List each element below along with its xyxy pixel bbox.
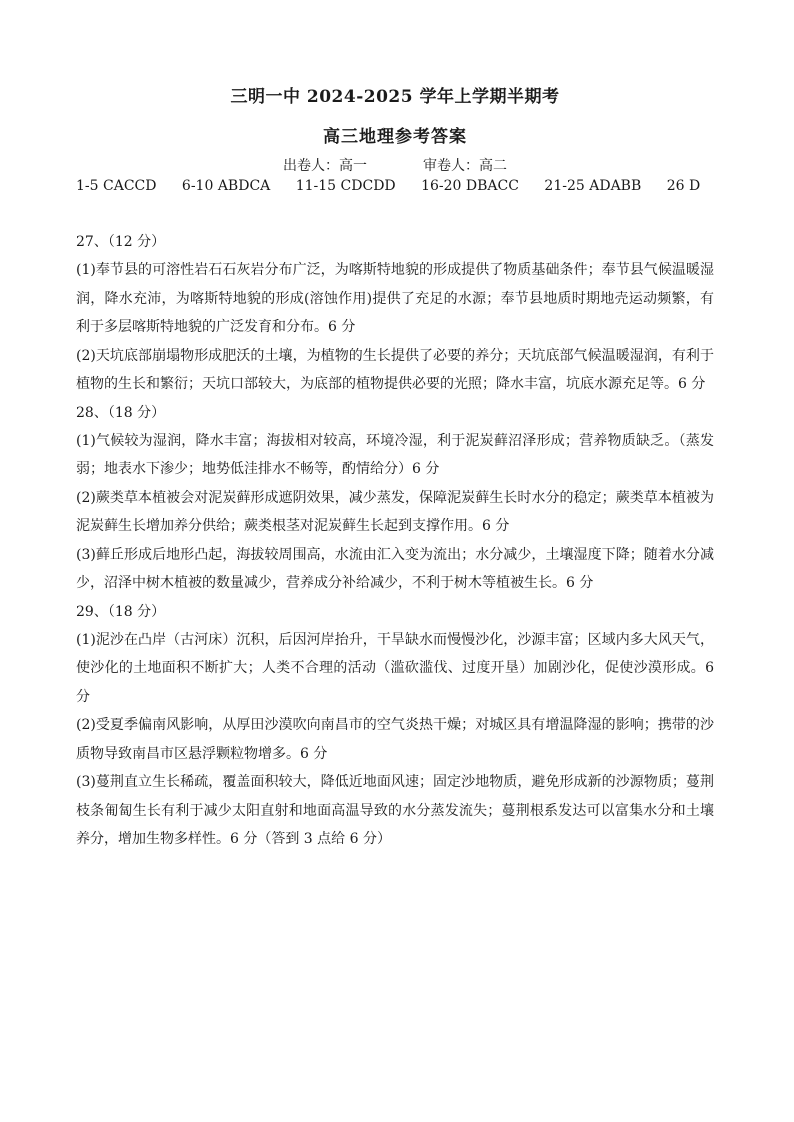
reviewer-label: 审卷人：高二 (423, 158, 507, 174)
setter-label: 出卷人：高一 (283, 158, 367, 174)
answer-paragraph: (1)泥沙在凸岸（古河床）沉积，后因河岸抬升，干旱缺水而慢慢沙化，沙源丰富；区域内多大风天气，使沙化的土地面积不断扩大；人类不合理的活动（滥砍滥伐、过度开垦）加剧沙化，促使沙漠形成。6 分 (76, 631, 714, 705)
open-questions (76, 228, 714, 854)
answer-group: 26 D (666, 178, 701, 194)
answer-paragraph: (2)天坑底部崩塌物形成肥沃的土壤，为植物的生长提供了必要的养分；天坑底部气候温暖湿润，有利于植物的生长和繁衍；天坑口部较大，为底部的植物提供必要的光照；降水丰富，坑底水源充足等。6 分 (76, 347, 714, 392)
question-27 (76, 228, 714, 399)
answer-paragraph: (3)蔓荆直立生长稀疏，覆盖面积较大，降低近地面风速；固定沙地物质，避免形成新的沙源物质；蔓荆枝条匍匐生长有利于减少太阳直射和地面高温导致的水分蒸发流失；蔓荆根系发达可以富集水分和土壤养分，增加生物多样性。6 分（答到 3 点给 6 分） (76, 774, 714, 847)
answer-group: 11-15 CDCDD (295, 178, 396, 194)
answer-paragraph: (2)蕨类草本植被会对泥炭藓形成遮阴效果，减少蒸发，保障泥炭藓生长时水分的稳定；蕨类草本植被为泥炭藓生长增加养分供给；蕨类根茎对泥炭藓生长起到支撑作用。6 分 (76, 489, 714, 534)
question-heading: 29、（18 分） (76, 603, 166, 620)
multiple-choice-answer-key (76, 176, 714, 196)
exam-title: 三明一中 2024-2025 学年上学期半期考 (230, 87, 560, 107)
answer-group: 1-5 CACCD (76, 178, 157, 194)
answer-group: 6-10 ABDCA (181, 178, 271, 194)
question-28 (76, 399, 714, 598)
question-heading: 28、（18 分） (76, 404, 166, 421)
question-29 (76, 598, 714, 854)
answer-group: 16-20 DBACC (421, 178, 519, 194)
answer-paragraph: (3)藓丘形成后地形凸起，海拔较周围高，水流由汇入变为流出；水分减少，土壤湿度下降；随着水分减少，沼泽中树木植被的数量减少，营养成分补给减少，不利于树木等植被生长。6 分 (76, 546, 714, 591)
question-heading: 27、（12 分） (76, 234, 166, 250)
authors-line (76, 156, 714, 176)
answer-group: 21-25 ADABB (544, 178, 642, 194)
answer-paragraph: (1)气候较为湿润，降水丰富；海拔相对较高，环境冷湿，利于泥炭藓沼泽形成；营养物质缺乏。（蒸发弱；地表水下渗少；地势低洼排水不畅等，酌情给分）6 分 (76, 432, 714, 477)
answer-paragraph: (1)奉节县的可溶性岩石石灰岩分布广泛，为喀斯特地貌的形成提供了物质基础条件；奉节县气候温暖湿润，降水充沛，为喀斯特地貌的形成(溶蚀作用)提供了充足的水源；奉节县地质时期地壳运动频繁，有利于多层喀斯特地貌的广泛发育和分布。6 分 (76, 262, 714, 335)
exam-subtitle: 高三地理参考答案 (323, 127, 467, 147)
answer-paragraph: (2)受夏季偏南风影响，从厚田沙漠吹向南昌市的空气炎热干燥；对城区具有增温降湿的影响；携带的沙质物导致南昌市区悬浮颗粒物增多。6 分 (76, 717, 714, 762)
